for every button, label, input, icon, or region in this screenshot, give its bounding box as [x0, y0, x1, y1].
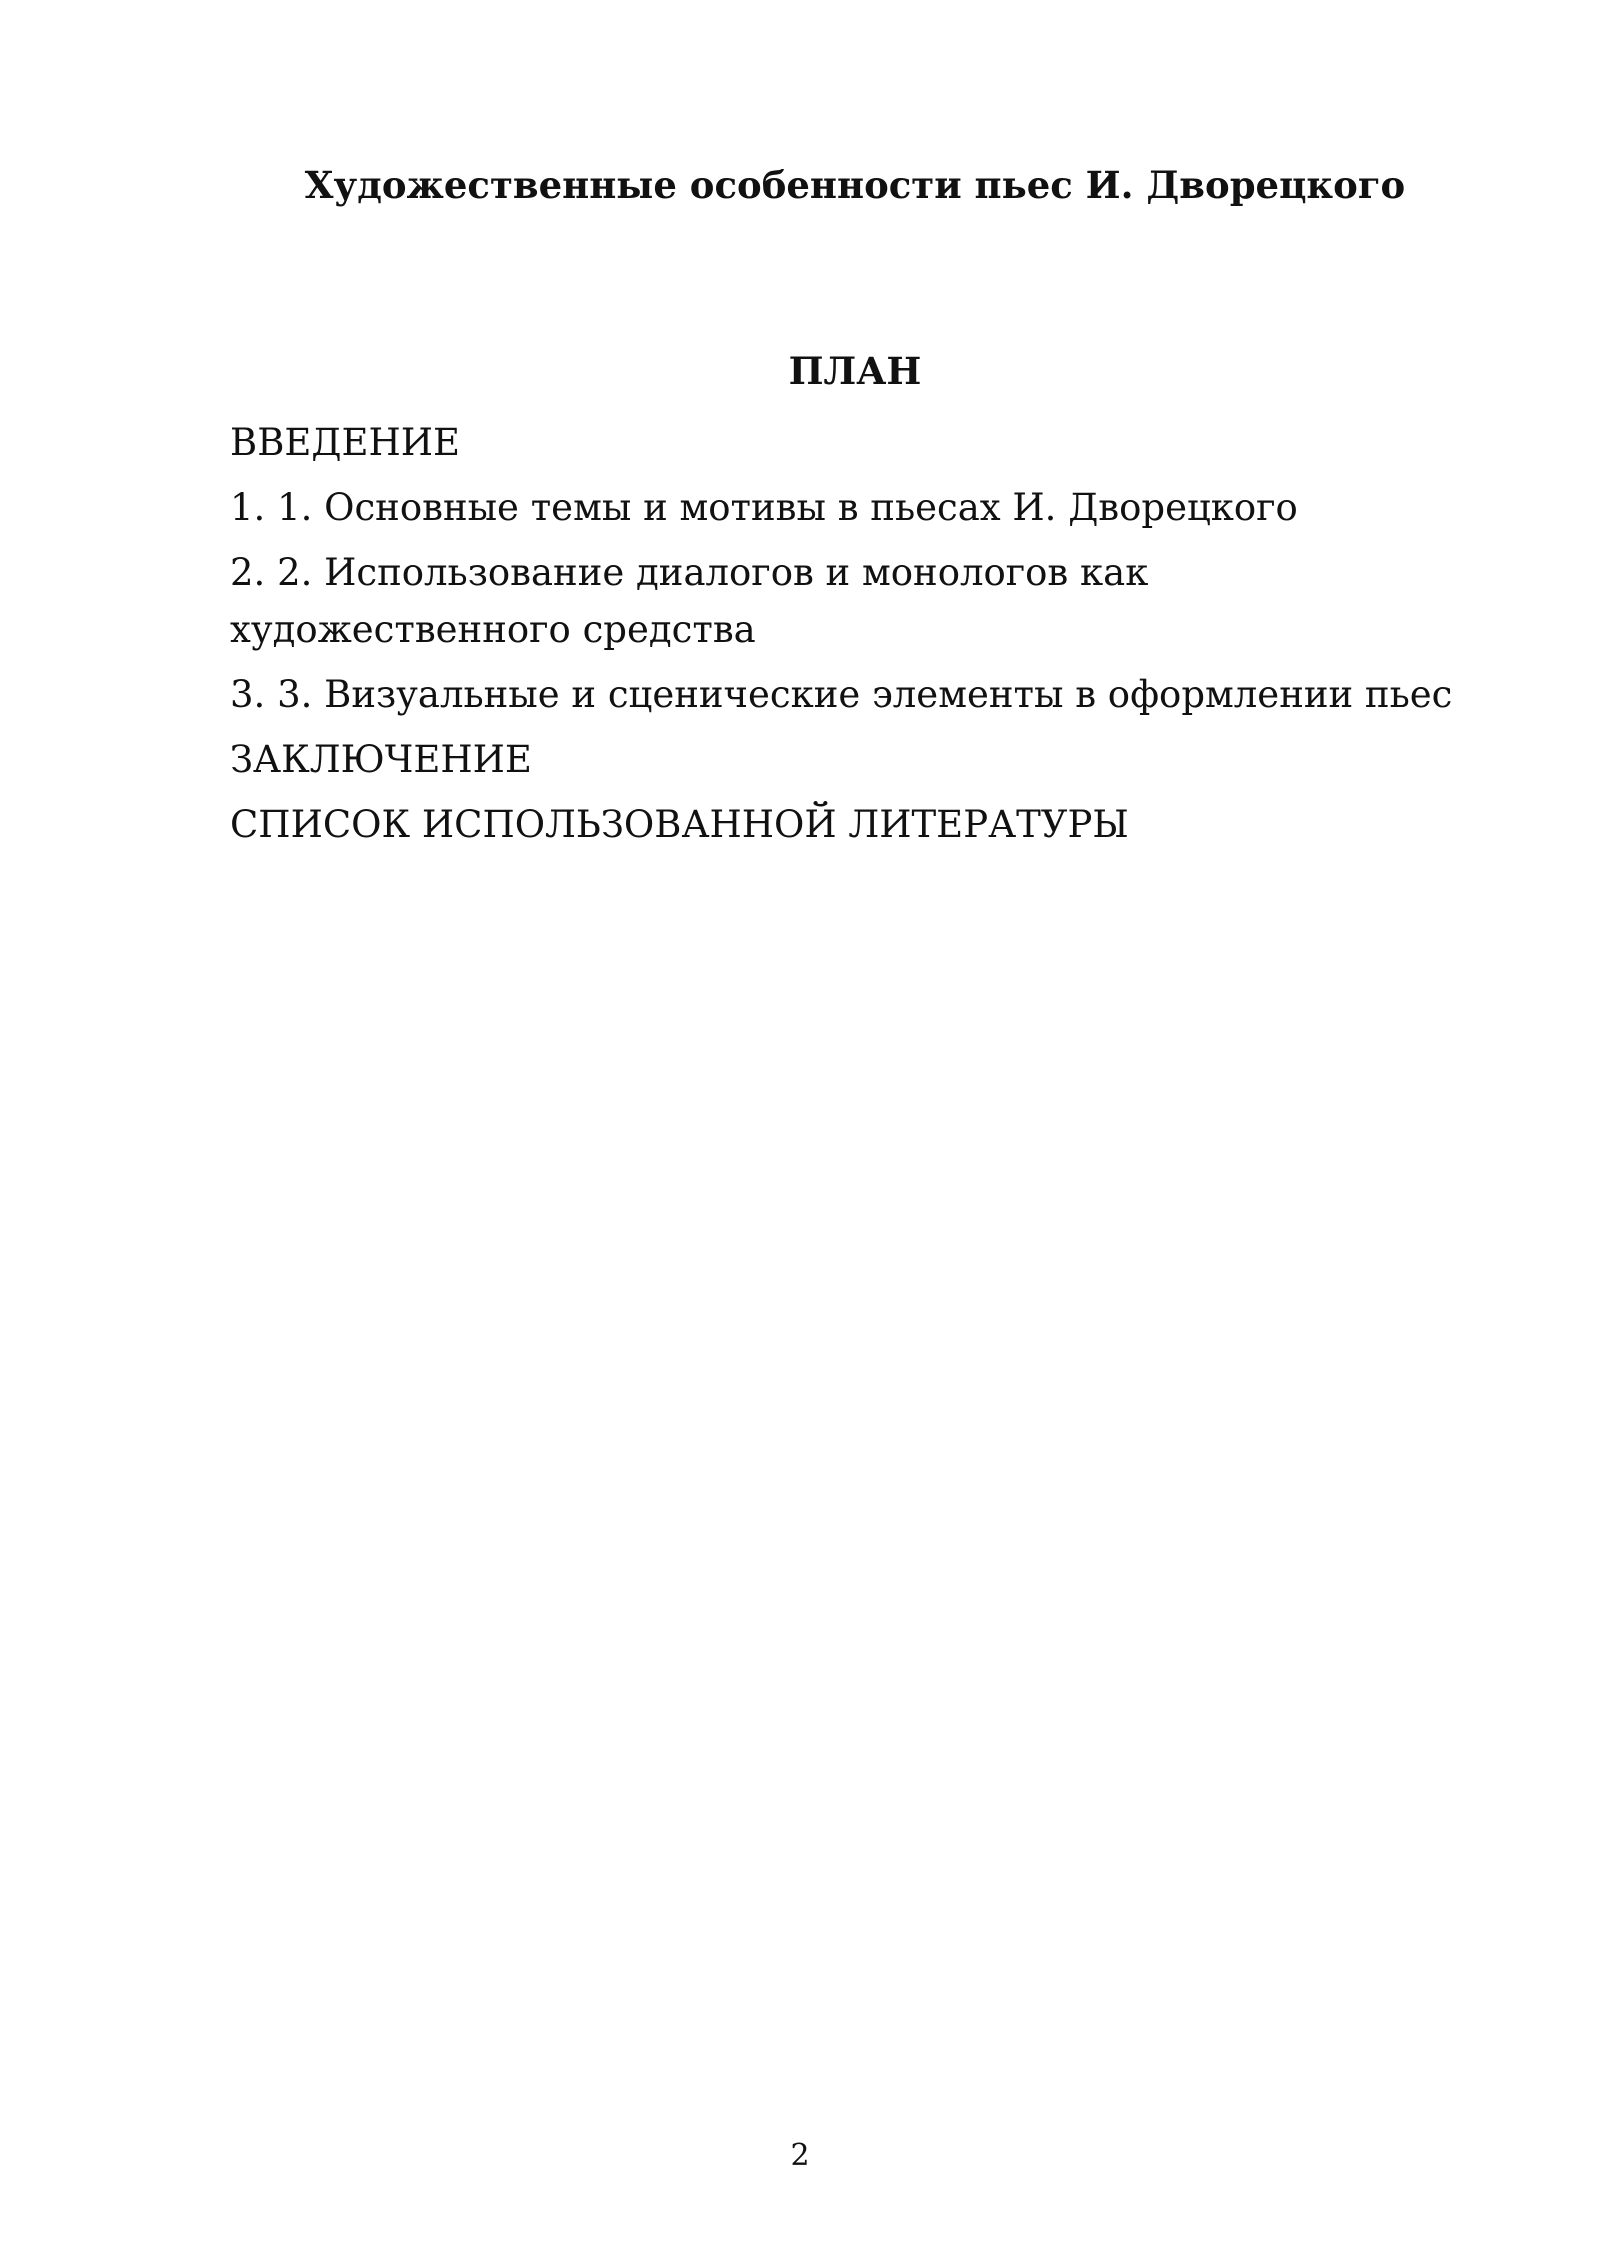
plan-heading: ПЛАН: [788, 349, 922, 393]
document-title: Художественные особенности пьес И. Дворецкого: [304, 163, 1406, 207]
page-number: 2: [790, 2138, 810, 2173]
toc-item-bibliography: СПИСОК ИСПОЛЬЗОВАННОЙ ЛИТЕРАТУРЫ: [230, 803, 1129, 846]
toc-item-chapter-2: 2. 2. Использование диалогов и монологов как художественного средства: [230, 551, 1149, 651]
table-of-contents: [230, 414, 1480, 861]
toc-item-chapter-3: 3. 3. Визуальные и сценические элементы в оформлении пьес: [230, 673, 1453, 716]
toc-item-introduction: ВВЕДЕНИЕ: [230, 421, 461, 464]
toc-item-chapter-1: 1. 1. Основные темы и мотивы в пьесах И. Дворецкого: [230, 486, 1298, 529]
toc-item-conclusion: ЗАКЛЮЧЕНИЕ: [230, 738, 532, 781]
